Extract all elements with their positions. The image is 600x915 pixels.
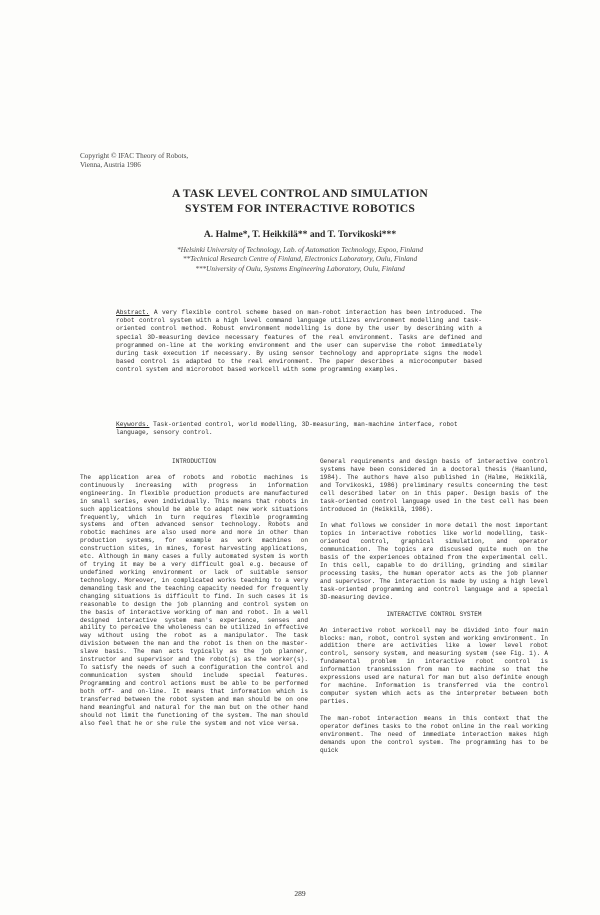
keywords-text: Task-oriented control, world modelling, 3D-measuring, man-machine interface, robot language, sensory control.: [116, 421, 458, 437]
right-paragraph-3: An interactive robot workcell may be divided into four main blocks: man, robot, control system and working environment. In addition there are activities like a lower level robot control, sensory system, and measuring system (see Fig. 1). A fundamental problem in interactive robot control is information transmission from man to machine so that the expressions used are natural for man but also definite enough for machine. Information is transferred via the control computer system which acts as the interpreter between both parties.: [320, 626, 548, 705]
title-line-1: A TASK LEVEL CONTROL AND SIMULATION: [171, 187, 428, 200]
affiliation-3: ***University of Oulu, Systems Engineering Laboratory, Oulu, Finland: [195, 263, 405, 273]
affiliation-1: *Helsinki University of Technology, Lab. of Automation Technology, Espoo, Finland: [177, 245, 423, 254]
right-paragraph-4: The man-robot interaction means in this context that the operator defines tasks to the robot online in the real working environment. The need of immediate interaction makes high demands upon the control system. The programming has to be quick: [320, 714, 548, 754]
left-column: [80, 458, 308, 736]
paper-title: [60, 186, 540, 216]
keywords: [116, 421, 482, 437]
section-heading-introduction: INTRODUCTION: [172, 458, 216, 465]
affiliation-2: **Technical Research Centre of Finland, Electronics Laboratory, Oulu, Finland: [182, 254, 418, 264]
authors: A. Halme*, T. Heikkilä** and T. Torvikoski***: [203, 229, 397, 240]
abstract-label: Abstract.: [116, 309, 150, 316]
right-column: [320, 458, 548, 763]
copyright-location: Vienna, Austria 1986: [80, 160, 141, 169]
introduction-paragraph: The application area of robots and robotic machines is continuously increasing with progress in information engineering. In flexible production products are manufactured in small series, even individually. This means that robots in such applications should be able to adapt new work situations frequently, which in turn requires flexible programming systems and often advanced sensor technology. Robots and robotic machines are also used more and more in other than production systems, for example as work machines on construction sites, in mines, forest harvesting applications, etc. Although in many cases a fully automated system is worth of trying it may be a very difficult goal e.g. because of undefined working environment or lack of suitable sensor technology. Moreover, in complicated works teaching to a very demanding task and the teaching capacity needed for frequently changing situations is difficult to find. In such cases it is reasonable to design the job planning and control system on the basis of interactive working of man and robot. In a well designed interactive system man's experience, senses and ability to perceive the wholeness can be utilized in effective way without using the robot as a manipulator. The task division between the man and the robot is then on the master-slave basis. The man acts typically as the job planner, instructor and supervisor and the robot(s) as the worker(s). To satisfy the needs of such a configuration the control and communication system should include special features. Programming and control actions must be able to be performed both off- and on-line. It means that information which is transferred between the robot system and man should be on one hand meaningful and natural for the man but on the other hand should not limit the functioning of the system. The man should also feel that he or she rule the system and not vice versa.: [80, 473, 308, 727]
right-paragraph-2: In what follows we consider in more detail the most important topics in interactive robotics like world modelling, task-oriented control, graphical simulation, and operator communication. The topics are discussed quite much on the basis of the experiences obtained from the experimental cell. In this cell, capable to do drilling, grinding and similar processing tasks, the human operator acts as the job planner and supervisor. The interaction is made by using a high level task-oriented programming and control language and a special 3D-measuring device.: [320, 522, 548, 601]
copyright-line: Copyright © IFAC Theory of Robots,: [80, 152, 189, 160]
copyright-notice: [80, 152, 188, 169]
affiliations: [60, 245, 540, 273]
page-number: 289: [294, 889, 306, 898]
keywords-label: Keywords.: [116, 421, 150, 428]
title-line-2: SYSTEM FOR INTERACTIVE ROBOTICS: [184, 202, 416, 215]
abstract: [116, 309, 482, 375]
section-heading-interactive-control: INTERACTIVE CONTROL SYSTEM: [386, 610, 482, 618]
abstract-text: A very flexible control scheme based on man-robot interaction has been introduced. The robot control system with a high level command language utilizes environment modelling and task-oriented control method. Robust environment modelling is done by the user by describing with a special 3D-measuring device necessary features of the real environment. Tasks are defined and programmed on-line at the working environment and the user can supervise the robot immediately during task execution if necessary. By using sensor technology and appropriate signs the model based control is adapted to the real environment. The paper describes a microcomputer based control system and microrobot based workcell with some programming examples.: [116, 309, 482, 374]
right-paragraph-1: General requirements and design basis of interactive control systems have been considered in a doctoral thesis (Haanlund, 1984). The authors have also published in (Halme, Heikkilä, and Torvikoski, 1986) preliminary results concerning the test cell described later on in this paper. Design basis of the task-oriented control language used in the test cell has been introduced in (Heikkilä, 1986).: [320, 458, 548, 513]
